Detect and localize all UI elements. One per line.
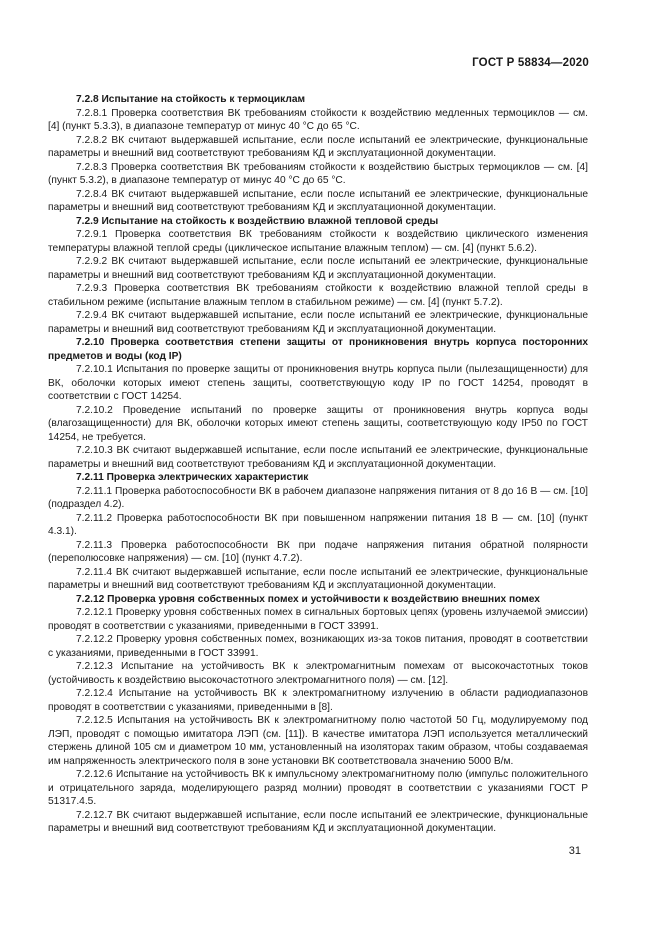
body-paragraph: 7.2.9.4 ВК считают выдержавшей испытание, если после испытаний ее электрические, функциональные параметры и внешний вид соответствуют требованиям КД и эксплуатационной документации. [48,310,588,335]
body-paragraph: 7.2.10.1 Испытания по проверке защиты от проникновения внутрь корпуса пыли (пылезащищенности) для ВК, оболочки которых имеют степень защиты, соответствующую коду IP по ГОСТ 14254, проводят в соответствии с ГОСТ 14254. [48,364,588,402]
body-paragraph: 7.2.11.2 Проверка работоспособности ВК при повышенном напряжении питания 18 В — см. [10] (пункт 4.3.1). [48,512,588,537]
body-paragraph: 7.2.11.1 Проверка работоспособности ВК в рабочем диапазоне напряжения питания от 8 до 16 В — см. [10] (подраздел 4.2). [48,485,588,510]
body-paragraph: 7.2.8.2 ВК считают выдержавшей испытание, если после испытаний ее электрические, функциональные параметры и внешний вид соответствуют требованиям КД и эксплуатационной документации. [48,134,588,159]
body-paragraph: 7.2.12.7 ВК считают выдержавшей испытание, если после испытаний ее электрические, функциональные параметры и внешний вид соответствуют требованиям КД и эксплуатационной документации. [48,809,588,834]
body-paragraph: 7.2.8.1 Проверка соответствия ВК требованиям стойкости к воздействию медленных термоциклов — см. [4] (пункт 5.3.3), в диапазоне температур от минус 40 °С до 65 °С. [48,107,588,132]
body-paragraph: 7.2.12.4 Испытание на устойчивость ВК к электромагнитному излучению в области радиодиапазонов проводят в соответствии с указаниями, приведенными в [8]. [48,688,588,713]
body-paragraph: 7.2.12.1 Проверку уровня собственных помех в сигнальных бортовых цепях (уровень излучаемой эмиссии) проводят в соответствии с указаниями, приведенными в ГОСТ 33991. [48,607,588,632]
body-paragraph: 7.2.12.2 Проверку уровня собственных помех, возникающих из-за токов питания, проводят в соответствии с указаниями, приведенными в ГОСТ 33991. [48,634,588,659]
body-paragraph: 7.2.10.2 Проведение испытаний по проверке защиты от проникновения внутрь корпуса воды (влагозащищенности) для ВК, оболочки которых имеют степень защиты, соответствующую коду IP50 по ГОСТ 14254, не требуется. [48,404,588,443]
body-paragraph: 7.2.12.6 Испытание на устойчивость ВК к импульсному электромагнитному полю (импульс положительного и отрицательного заряда, моделирующего разряд молнии) проводят в соответствии с указаниями ГОСТ Р 51317.4.5. [48,769,588,807]
body-paragraph: 7.2.12.5 Испытания на устойчивость ВК к электромагнитному полю частотой 50 Гц, модулируемому под ЛЭП, проводят с помощью имитатора ЛЭП (см. [11]). В качестве имитатора ЛЭП используется металлический стержень длиной 105 см и диаметром 10 мм, установленный на изоляторах таким образом, чтобы создаваемая им напряженность электрического поля в зоне установки ВК соответствовала значению 5000 В/м. [48,715,588,767]
body-paragraph: 7.2.9.2 ВК считают выдержавшей испытание, если после испытаний ее электрические, функциональные параметры и внешний вид соответствуют требованиям КД и эксплуатационной документации. [48,256,588,281]
section-heading: 7.2.8 Испытание на стойкость к термоциклам [76,94,306,105]
body-paragraph: 7.2.8.4 ВК считают выдержавшей испытание, если после испытаний ее электрические, функциональные параметры и внешний вид соответствуют требованиям КД и эксплуатационной документации. [48,188,588,213]
body-paragraph: 7.2.9.1 Проверка соответствия ВК требованиям стойкости к воздействию циклического изменения температуры влажной теплой среды (циклическое испытание влажным теплом) — см. [4] (пункт 5.6.2). [48,229,588,254]
body-paragraph: 7.2.9.3 Проверка соответствия ВК требованиям стойкости к воздействию влажной теплой среды в стабильном режиме (испытание влажным теплом в стабильном режиме) — см. [4] (пункт 5.7.2). [48,283,588,308]
section-heading: 7.2.9 Испытание на стойкость к воздействию влажной тепловой среды [76,215,439,227]
body-paragraph: 7.2.11.4 ВК считают выдержавшей испытание, если после испытаний ее электрические, функциональные параметры и внешний вид соответствуют требованиям КД и эксплуатационной документации. [48,566,588,591]
body-paragraph: 7.2.10.3 ВК считают выдержавшей испытание, если после испытаний ее электрические, функциональные параметры и внешний вид соответствуют требованиям КД и эксплуатационной документации. [48,445,588,470]
section-heading: 7.2.10 Проверка соответствия степени защиты от проникновения внутрь корпуса посторонних предметов и воды (код IP) [48,337,588,362]
section-heading: 7.2.12 Проверка уровня собственных помех и устойчивости к воздействию внешних помех [76,593,540,605]
document-header: ГОСТ Р 58834—2020 [472,57,589,69]
document-body [48,93,588,836]
page-number: 31 [568,845,581,857]
section-heading: 7.2.11 Проверка электрических характеристик [76,472,309,483]
body-paragraph: 7.2.8.3 Проверка соответствия ВК требованиям стойкости к воздействию быстрых термоциклов — см. [4] (пункт 5.3.2), в диапазоне температур от минус 40 °С до 65 °С. [48,161,588,186]
body-paragraph: 7.2.11.3 Проверка работоспособности ВК при подаче напряжения питания обратной полярности (переполюсовке напряжения) — см. [10] (пункт 4.7.2). [48,539,588,564]
body-paragraph: 7.2.12.3 Испытание на устойчивость ВК к электромагнитным помехам от высокочастотных токов (устойчивость к воздействию высокочастотного электромагнитного поля) — см. [12]. [48,661,588,686]
